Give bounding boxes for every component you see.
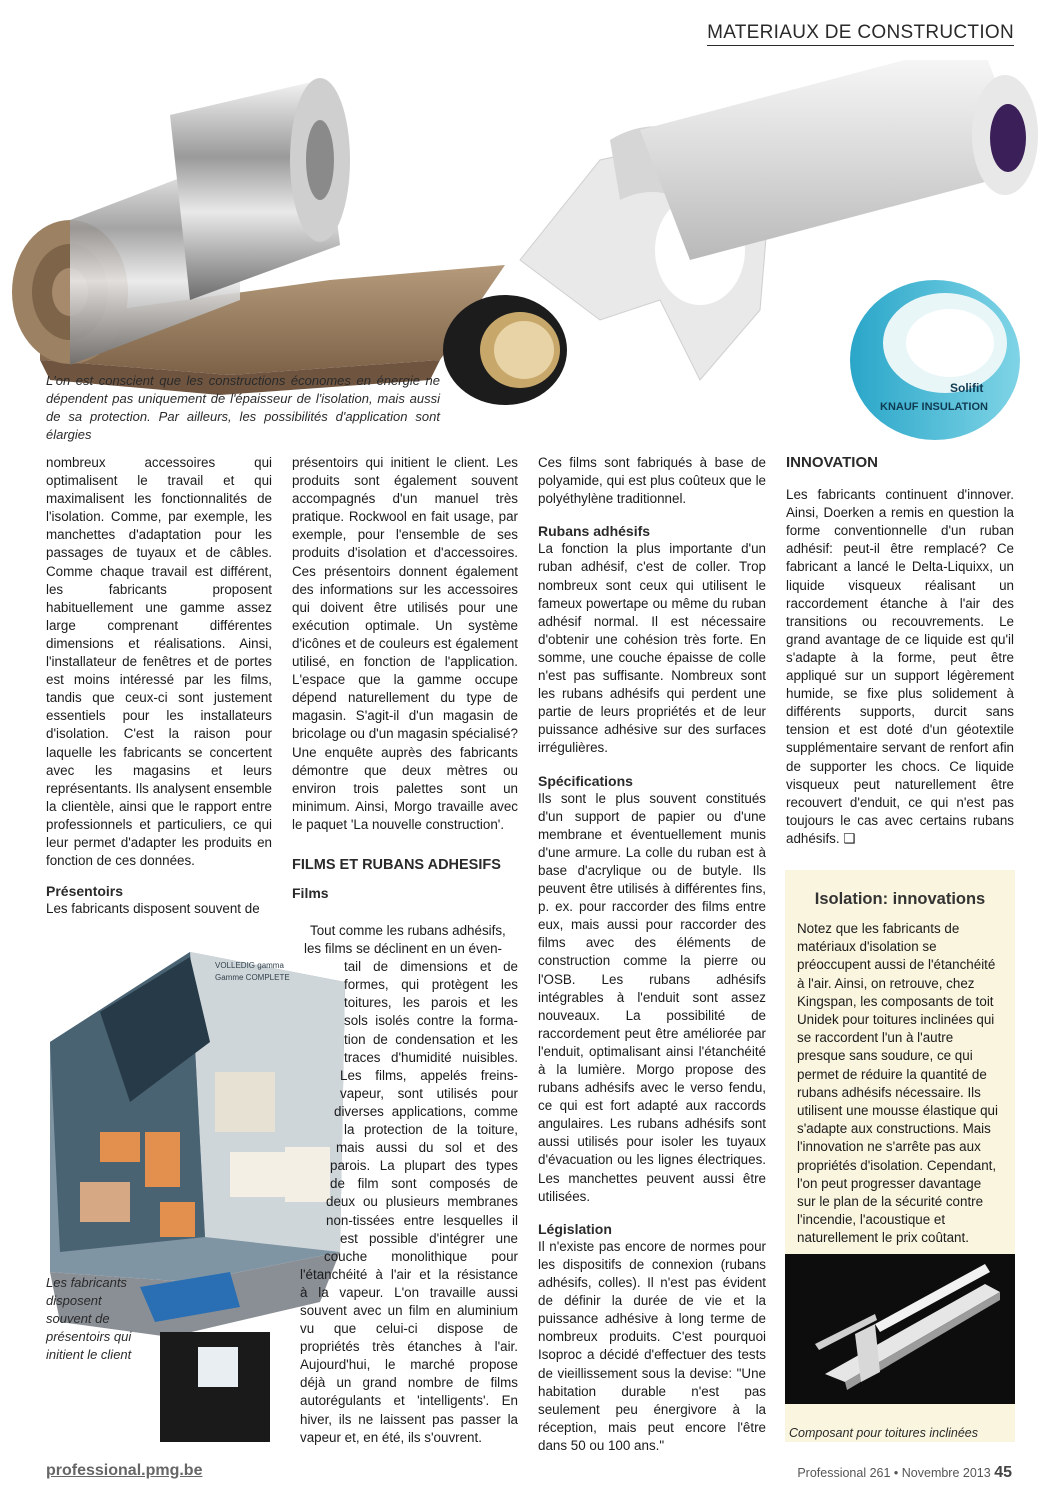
films-line: Les films, appelés freins-	[340, 1067, 518, 1083]
films-line: est possible d'intégrer une	[340, 1230, 518, 1246]
films-line: de film sont composés de	[330, 1176, 518, 1192]
column-3	[538, 454, 766, 1455]
films-line: autorégulants et 'intelligents'. En	[300, 1393, 518, 1409]
films-line: toitures, les parois et les	[344, 995, 518, 1011]
heading-specifications: Spécifications	[538, 772, 633, 789]
heading-rubans: Rubans adhésifs	[538, 523, 651, 540]
col1-paragraph-2: Les fabricants disposent souvent de	[46, 901, 260, 917]
col1-paragraph-1: nombreux accessoires qui optimalisent le travail et qui maximalisent les fonctionnalités de l'isolation. Comme, par exemple, les manchettes d'adaptation pour les passages de tuyaux et de câbles. Comme chaque travail est différent, les fabricants proposent habituellement une gamme assez large comprenant différentes dimensions et réalisations. Ainsi, l'installateur de fenêtres et de portes est moins intéressé par les films, tandis que ceux-ci sont justement essentiels pour les installateurs d'isolation. C'est la raison pour laquelle les fabricants se concertent avec les magasins et leurs représentants. Ils analysent ensemble la clientèle, ainsi que le rapport entre professionnels et particuliers, ce qui leur permet d'adapter les produits en fonction de ces données.	[46, 455, 272, 869]
films-line: souvent avec un film en aluminium	[300, 1302, 518, 1318]
films-line: à la vapeur. L'on travaille aussi	[300, 1284, 518, 1300]
films-line: les films se déclinent en un éven-	[304, 941, 502, 957]
films-line: tion de condensation et les	[344, 1031, 518, 1047]
films-line: sols isolés contre la forma-	[344, 1013, 518, 1029]
films-line: déjà un grand nombre de films	[300, 1375, 518, 1391]
page-number: 45	[994, 1464, 1012, 1481]
top-image-caption: L'on est conscient que les constructions économes en énergie ne dépendent pas uniquement de l'épaisseur de l'isolation, mais aussi de sa protection. Par ailleurs, les possibilités d'application sont élargies	[46, 373, 440, 442]
display-sign-1: VOLLEDIG gamma	[215, 961, 284, 970]
sidebox-title: Isolation: innovations	[814, 890, 986, 908]
col4-paragraph-text: Les fabricants continuent d'innover. Ainsi, Doerken a remis en question la forme conventionnelle d'un ruban adhésif: peut-il être remplacé? Ce fabricant a lancé le Delta-Liquixx, un liquide visqueux réalisant un raccordement étanche à l'air des transitions ou recouvrements. Le grand avantage de ce liquide est qu'il s'adapte à la forme, peut être appliqué sur un support légèrement humide, se fixe plus solidement à différents supports, durcit sans tension et est doté d'un géotextile supplémentaire servant de renfort afin de supporter les chocs. Ce liquide visqueux peut naturellement être recouvert d'enduit, ce qui n'est pas toujours le cas avec certains rubans adhésifs.	[786, 487, 1014, 846]
col3-paragraph-3: Ils sont le plus souvent constitués d'un support de papier ou d'une membrane et éventuellement munis d'une armure. La colle du ruban est à base d'acrylique ou de butyle. Ils peuvent être utilisés à différentes fins, p. ex. pour raccorder des films entre eux, mais aussi pour raccorder des films avec des éléments de construction comme la pierre ou l'OSB. Les rubans adhésifs intégrables à l'enduit sont assez nouveaux. La possibilité de raccordement peut être améliorée par l'enduit, optimalisant ainsi l'étanchéité à la lumière. Morgo propose des rubans adhésifs avec le verso fendu, ce qui est fort adapté aux raccords angulaires. Les rubans adhésifs sont aussi utilisés pour isoler les tuyaux d'évacuation ou les lignes électriques. Les manchettes peuvent aussi être utilisées.	[538, 790, 766, 1204]
films-line: Aujourd'hui, le marché propose	[300, 1357, 518, 1373]
col3-paragraph-1: Ces films sont fabriqués à base de polyamide, qui est plus coûteux que le polyéthylène traditionnel.	[538, 455, 766, 507]
footer-issue-text: Professional 261 • Novembre 2013	[797, 1466, 991, 1480]
films-line: hiver, ils ne laissent pas passer la	[300, 1411, 518, 1427]
display-sign-2: Gamme COMPLETE	[215, 973, 290, 982]
roof-component-image	[785, 1254, 1015, 1404]
films-line: vapeur, sont utilisés pour	[340, 1085, 518, 1101]
column-1	[46, 454, 272, 918]
films-line: deux ou plusieurs membranes	[326, 1194, 518, 1210]
heading-films: Films	[292, 885, 329, 902]
films-line: propriétés très étanches à l'air.	[300, 1339, 518, 1355]
column-2	[292, 454, 518, 902]
films-line: non-tissées entre lesquelles il	[326, 1212, 518, 1228]
heading-legislation: Législation	[538, 1220, 612, 1237]
films-wrapped-text	[300, 922, 518, 1447]
films-line: vapeur et, en été, ils s'ouvrent.	[300, 1429, 482, 1445]
heading-presentoirs: Présentoirs	[46, 883, 124, 900]
sidebox-caption: Composant pour toitures inclinées	[789, 1426, 978, 1440]
display-caption: Les fabricants disposent souvent de présentoirs qui initient le client	[46, 1275, 132, 1362]
films-line: vu que celui-ci dispose de	[300, 1321, 518, 1337]
col2-paragraph-1: présentoirs qui initient le client. Les produits sont également souvent accompagnés d'un manuel très pratique. Rockwool en fait usage, par exemple, pour l'ensemble de ses produits d'isolation et d'accessoires. Ces présentoirs donnent également des informations sur les accessoires qui doivent être utilisés pour une exécution optimale. Un système d'icônes et de couleurs est également utilisé, en fonction de l'application. L'espace que la gamme occupe dépend naturellement du type de magasin. S'agit-il d'un magasin de bricolage ou d'un magasin spécialisé? Une enquête auprès des fabricants démontre que deux mètres ou environ trois palettes sont un minimum. Ainsi, Morgo travaille avec le paquet 'La nouvelle construction'.	[292, 455, 518, 832]
sidebox-text: Notez que les fabricants de matériaux d'isolation se préoccupent aussi de l'étanchéité à l'air. Ainsi, on retrouve, chez Kingspan, les composants de toit Unidek pour toitures inclinées qui se raccordent l'un à l'autre presque sans soudure, ce qui permet de réduire la quantité de rubans adhésifs nécessaire. Ils utilisent une mousse élastique qui s'adapte aux constructions. Mais l'innovation ne s'arrête pas aux propriétés d'isolation. Cependant, l'on peut progresser davantage sur le plan de la sécurité contre l'incendie, l'acoustique et naturellement le prix coûtant.	[797, 921, 998, 1246]
column-4	[786, 454, 1014, 848]
films-line: couche monolithique pour	[324, 1248, 518, 1264]
films-line: parois. La plupart des types	[330, 1158, 518, 1174]
films-line: la protection de la toiture,	[344, 1122, 518, 1138]
tape-brand-1: KNAUF INSULATION	[880, 401, 988, 413]
films-line: mais aussi du sol et des	[336, 1140, 518, 1156]
films-line: traces d'humidité nuisibles.	[344, 1049, 518, 1065]
films-line: formes, qui protègent les	[344, 977, 518, 993]
tape-brand-2: Solifit	[950, 381, 984, 395]
films-line: Tout comme les rubans adhésifs,	[310, 923, 506, 938]
section-title: MATERIAUX DE CONSTRUCTION	[707, 22, 1014, 46]
sidebox-innovations	[785, 870, 1015, 1442]
heading-films-rubans: FILMS ET RUBANS ADHESIFS	[292, 856, 501, 873]
films-line: tail de dimensions et de	[344, 959, 518, 975]
col3-paragraph-2: La fonction la plus importante d'un ruban adhésif, c'est de coller. Trop nombreux sont ceux qui utilisent le fameux powertape ou même du ruban adhésif normal. Il est nécessaire d'obtenir une cohésion très forte. En somme, une couche épaisse de colle n'est pas suffisante. Nombreux sont les rubans adhésifs qui perdent une partie de leurs propriétés et de leur puissance adhésive sur des surfaces irrégulières.	[538, 541, 766, 756]
end-mark-icon: ❑	[843, 830, 856, 846]
heading-innovation: INNOVATION	[786, 454, 878, 471]
films-line: l'étanchéité à l'air et la résistance	[300, 1266, 518, 1282]
footer-issue	[797, 1464, 1012, 1482]
col3-paragraph-4: Il n'existe pas encore de normes pour les dispositifs de connexion (rubans adhésifs, colles). Il n'est pas évident de définir la durée de vie et la puissance adhésive à long terme de nombreux produits. C'est pourquoi Isoproc a décidé d'effectuer des tests de vieillissement sous la devise: "Une habitation durable n'est pas seulement peu énergivore à la réception, mais peut encore l'être dans 50 ou 100 ans."	[538, 1238, 766, 1453]
films-line: diverses applications, comme	[334, 1103, 518, 1119]
col4-paragraph-1	[786, 486, 1014, 848]
footer-site-link[interactable]: professional.pmg.be	[46, 1462, 203, 1479]
